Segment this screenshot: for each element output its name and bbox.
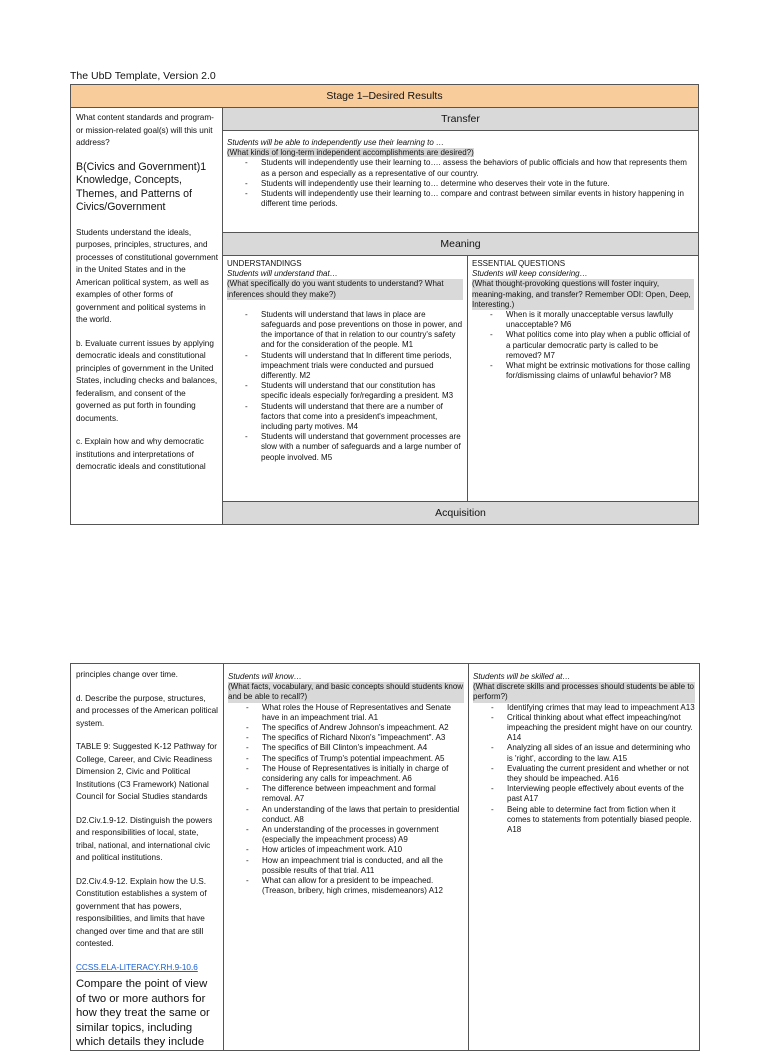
civics-standard: B(Civics and Government)1 Knowledge, Concepts, Themes, and Patterns of Civics/Government bbox=[76, 160, 207, 213]
standard-paragraph: principles change over time. bbox=[76, 670, 178, 679]
know-cell bbox=[224, 664, 469, 1051]
skilled-list bbox=[473, 703, 695, 836]
understandings-prompt: Students will understand that… bbox=[227, 269, 338, 279]
list-item: - The difference between impeachment and formal removal. A7 bbox=[228, 784, 464, 804]
document-title: The UbD Template, Version 2.0 bbox=[70, 70, 216, 82]
meaning-header: Meaning bbox=[223, 233, 699, 256]
list-item: - How articles of impeachment work. A10 bbox=[228, 845, 464, 855]
list-item: - Being able to determine fact from fiction when it comes to statements from potentially biased people. A18 bbox=[473, 805, 695, 836]
stage1-continued-table bbox=[70, 663, 700, 1051]
list-item: - Students will independently use their learning to… determine who deserves their vote in the future. bbox=[227, 179, 694, 189]
list-item: - Students will independently use their learning to…. assess the behaviors of public officials and how that represents them as a person and especially as a representative of our country. bbox=[227, 158, 694, 178]
skilled-question: (What discrete skills and processes should students be able to perform?) bbox=[473, 682, 695, 702]
know-question: (What facts, vocabulary, and basic concepts should students know and be able to recall?) bbox=[228, 682, 464, 702]
meaning-cell bbox=[223, 256, 699, 502]
skilled-prompt: Students will be skilled at… bbox=[473, 672, 571, 681]
list-item: - What politics come into play when a public official of a particular democratic party is called to be removed? M7 bbox=[472, 330, 694, 361]
understandings-cell bbox=[223, 256, 468, 501]
standard-paragraph: Compare the point of view of two or more authors for how they treat the same or similar topics, including which details they include bbox=[76, 978, 210, 1048]
acquisition-header: Acquisition bbox=[223, 502, 699, 525]
standard-paragraph: D2.Civ.1.9-12. Distinguish the powers and responsibilities of local, state, tribal, national, and international civic and political institutions. bbox=[76, 815, 213, 862]
understandings-question: (What specifically do you want students to understand? What inferences should they make?) bbox=[227, 279, 463, 299]
list-item: - Students will understand that In different time periods, impeachment trials were conducted and pursued differently. M2 bbox=[227, 351, 463, 382]
list-item: - Evaluating the current president and whether or not they should be impeached. A16 bbox=[473, 764, 695, 784]
list-item: - An understanding of the laws that pertain to presidential conduct. A8 bbox=[228, 805, 464, 825]
list-item: - Analyzing all sides of an issue and determining who is 'right', according to the law. A15 bbox=[473, 743, 695, 763]
know-prompt: Students will know… bbox=[228, 672, 302, 681]
list-item: - When is it morally unacceptable versus lawfully unacceptable? M6 bbox=[472, 310, 694, 330]
transfer-header: Transfer bbox=[223, 108, 699, 131]
essential-questions-prompt: Students will keep considering… bbox=[472, 269, 588, 279]
list-item: - Students will understand that our constitution has specific ideals especially for/regarding a president. M3 bbox=[227, 381, 463, 401]
standards-column bbox=[71, 108, 223, 525]
understandings-list bbox=[227, 310, 463, 463]
list-item: - Interviewing people effectively about events of the past A17 bbox=[473, 784, 695, 804]
essential-questions-title: ESSENTIAL QUESTIONS bbox=[472, 259, 566, 268]
list-item: - An understanding of the processes in government (especially the impeachment process) A9 bbox=[228, 825, 464, 845]
list-item: - The specifics of Andrew Johnson's impeachment. A2 bbox=[228, 723, 464, 733]
standard-paragraph: c. Explain how and why democratic institutions and interpretations of democratic ideals and constitutional bbox=[76, 437, 206, 471]
transfer-cell bbox=[223, 131, 699, 233]
transfer-question: (What kinds of long-term independent accomplishments are desired?) bbox=[227, 148, 474, 158]
standard-paragraph: b. Evaluate current issues by applying democratic ideals and constitutional principles of government in the United States, including checks and balances, federalism, and consent of the governed as put forth in founding documents. bbox=[76, 338, 218, 423]
know-list bbox=[228, 703, 464, 897]
list-item: - Students will understand that government processes are slow with a number of safeguards and a large number of people involved. M5 bbox=[227, 432, 463, 463]
essential-questions-question: (What thought-provoking questions will foster inquiry, meaning-making, and transfer? Remember ODI: Open, Deep, Interesting.) bbox=[472, 279, 694, 310]
understandings-title: UNDERSTANDINGS bbox=[227, 259, 302, 268]
list-item: - Identifying crimes that may lead to impeachment A13 bbox=[473, 703, 695, 713]
transfer-list bbox=[227, 158, 694, 209]
list-item: - What might be extrinsic motivations for those calling for/dismissing claims of unlawful behavior? M8 bbox=[472, 361, 694, 381]
list-item: - The specifics of Bill Clinton's impeachment. A4 bbox=[228, 743, 464, 753]
goals-question: What content standards and program- or mission-related goal(s) will this unit address? bbox=[76, 113, 214, 147]
list-item: - What can allow for a president to be impeached. (Treason, bribery, high crimes, misdemeanors) A12 bbox=[228, 876, 464, 896]
skilled-cell bbox=[469, 664, 700, 1051]
list-item: - The specifics of Trump's potential impeachment. A5 bbox=[228, 754, 464, 764]
standard-paragraph: D2.Civ.4.9-12. Explain how the U.S. Constitution establishes a system of government that has powers, responsibilities, and limits that have changed over time and that are still contested. bbox=[76, 876, 207, 948]
stage1-table bbox=[70, 84, 699, 525]
standard-paragraph: Students understand the ideals, purposes, principles, structures, and processes of constitutional government in the United States and in the American political system, as well as examples of other forms of government and political systems in the world. bbox=[76, 227, 218, 324]
list-item: - How an impeachment trial is conducted, and all the possible results of that trial. A11 bbox=[228, 856, 464, 876]
list-item: - Students will understand that laws in place are safeguards and pose preventions on those in power, and the importance of that in relation to our country's safety and for the consideration of the people. M1 bbox=[227, 310, 463, 351]
transfer-prompt: Students will be able to independently use their learning to … bbox=[227, 138, 445, 147]
stage1-header: Stage 1–Desired Results bbox=[71, 85, 699, 108]
standard-paragraph: TABLE 9: Suggested K-12 Pathway for College, Career, and Civic Readiness Dimension 2, Civic and Political Institutions (C3 Framework) National Council for Social Studies standards bbox=[76, 742, 217, 801]
list-item: - The House of Representatives is initially in charge of considering any calls for impeachment. A6 bbox=[228, 764, 464, 784]
list-item: - Students will independently use their learning to… compare and contrast between similar events in history happening in different time periods. bbox=[227, 189, 694, 209]
list-item: - Critical thinking about what effect impeaching/not impeaching the president might have on our country. A14 bbox=[473, 713, 695, 744]
ccss-link[interactable]: CCSS.ELA-LITERACY.RH.9-10.6 bbox=[76, 962, 198, 972]
list-item: - What roles the House of Representatives and Senate have in an impeachment trial. A1 bbox=[228, 703, 464, 723]
list-item: - The specifics of Richard Nixon's "impeachment". A3 bbox=[228, 733, 464, 743]
standard-paragraph: d. Describe the purpose, structures, and processes of the American political system. bbox=[76, 693, 218, 728]
list-item: - Students will understand that there are a number of factors that come into a president's impeachment, including party motives. M4 bbox=[227, 402, 463, 433]
standards-column bbox=[71, 664, 224, 1051]
essential-questions-cell bbox=[468, 256, 699, 501]
essential-questions-list bbox=[472, 310, 694, 381]
